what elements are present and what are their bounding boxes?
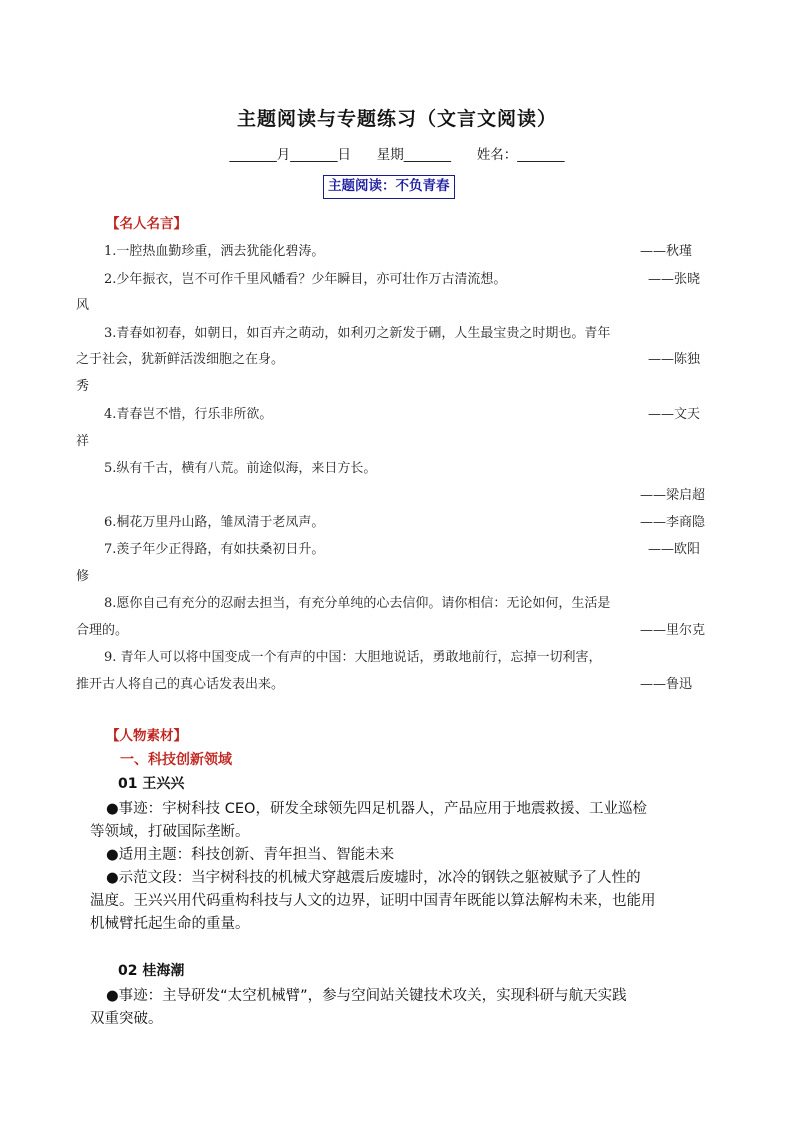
quote-author: ——文天 (648, 407, 701, 422)
person-text-line: ●事迹：主导研发“太空机械臂”，参与空间站关键技术攻关，实现科研与航天实践 (106, 988, 627, 1004)
quote-author: ——里尔克 (640, 623, 706, 638)
quote-line: 2.少年振衣，岂不可作千里风幡看？少年瞬目，亦可壮作万古清流想。 (104, 272, 507, 287)
day-field: _______日 (290, 147, 351, 163)
person-text-line: ●适用主题：科技创新、青年担当、智能未来 (106, 847, 395, 863)
name-field: 姓名：_______ (476, 147, 565, 163)
person-text-line: 双重突破。 (90, 1011, 163, 1027)
quote-line: 4.青春岂不惜，行乐非所欲。 (104, 407, 273, 422)
person-text-line: ●事迹：宇树科技 CEO，研发全球领先四足机器人，产品应用于地震救援、工业巡检 (106, 801, 647, 817)
quote-line: 风 (76, 298, 90, 313)
person-name: 02 桂海潮 (118, 963, 185, 979)
person-name: 01 王兴兴 (118, 776, 185, 792)
quote-line: 7.羡子年少正得路，有如扶桑初日升。 (104, 542, 325, 557)
materials-heading: 【人物素材】 (106, 728, 187, 744)
quote-line: 1.一腔热血勤珍重，洒去犹能化碧涛。 (104, 244, 325, 259)
quote-line: 5.纵有千古，横有八荒。前途似海，来日方长。 (104, 461, 377, 476)
quote-line: 3.青春如初春，如朝日，如百卉之萌动，如利刃之新发于硎，人生最宝贵之时期也。青年 (104, 326, 611, 341)
weekday-field: 星期_______ (376, 147, 451, 163)
quote-line: 推开古人将自己的真心话发表出来。 (76, 677, 285, 692)
quote-author: ——鲁迅 (640, 677, 693, 692)
field-subheading: 一、科技创新领域 (120, 752, 232, 768)
month-field: _______月 (229, 147, 291, 163)
quote-line: 9. 青年人可以将中国变成一个有声的中国：大胆地说话，勇敢地前行，忘掉一切利害， (104, 650, 602, 665)
quote-author: ——秋瑾 (640, 244, 693, 259)
quote-line: 之于社会，犹新鲜活泼细胞之在身。 (76, 352, 285, 367)
quote-line: 祥 (76, 434, 90, 449)
quote-author: ——李商隐 (640, 515, 706, 530)
quote-author: ——欧阳 (648, 542, 701, 557)
person-text-line: 机械臂托起生命的重量。 (90, 916, 250, 932)
quote-line: 秀 (76, 379, 90, 394)
quote-line: 8.愿你自己有充分的忍耐去担当，有充分单纯的心去信仰。请你相信：无论如何，生活是 (104, 596, 611, 611)
quote-line: 修 (76, 569, 90, 584)
person-text-line: 等领域，打破国际垄断。 (90, 824, 250, 840)
person-text-line: ●示范文段：当宇树科技的机械犬穿越震后废墟时，冰冷的钢铁之躯被赋予了人性的 (106, 870, 641, 886)
quote-author: ——梁启超 (640, 488, 706, 503)
quote-author: ——张晓 (648, 272, 701, 287)
person-text-line: 温度。王兴兴用代码重构科技与人文的边界，证明中国青年既能以算法解构未来，也能用 (90, 893, 656, 909)
quotes-heading: 【名人名言】 (106, 216, 187, 232)
page-title: 主题阅读与专题练习（文言文阅读） (236, 108, 557, 130)
quote-line: 合理的。 (76, 623, 129, 638)
theme-label: 主题阅读：不负青春 (323, 175, 455, 199)
quote-author: ——陈独 (648, 352, 701, 367)
student-info-line (0, 143, 794, 163)
quote-line: 6.桐花万里丹山路，雏凤清于老凤声。 (104, 515, 325, 530)
